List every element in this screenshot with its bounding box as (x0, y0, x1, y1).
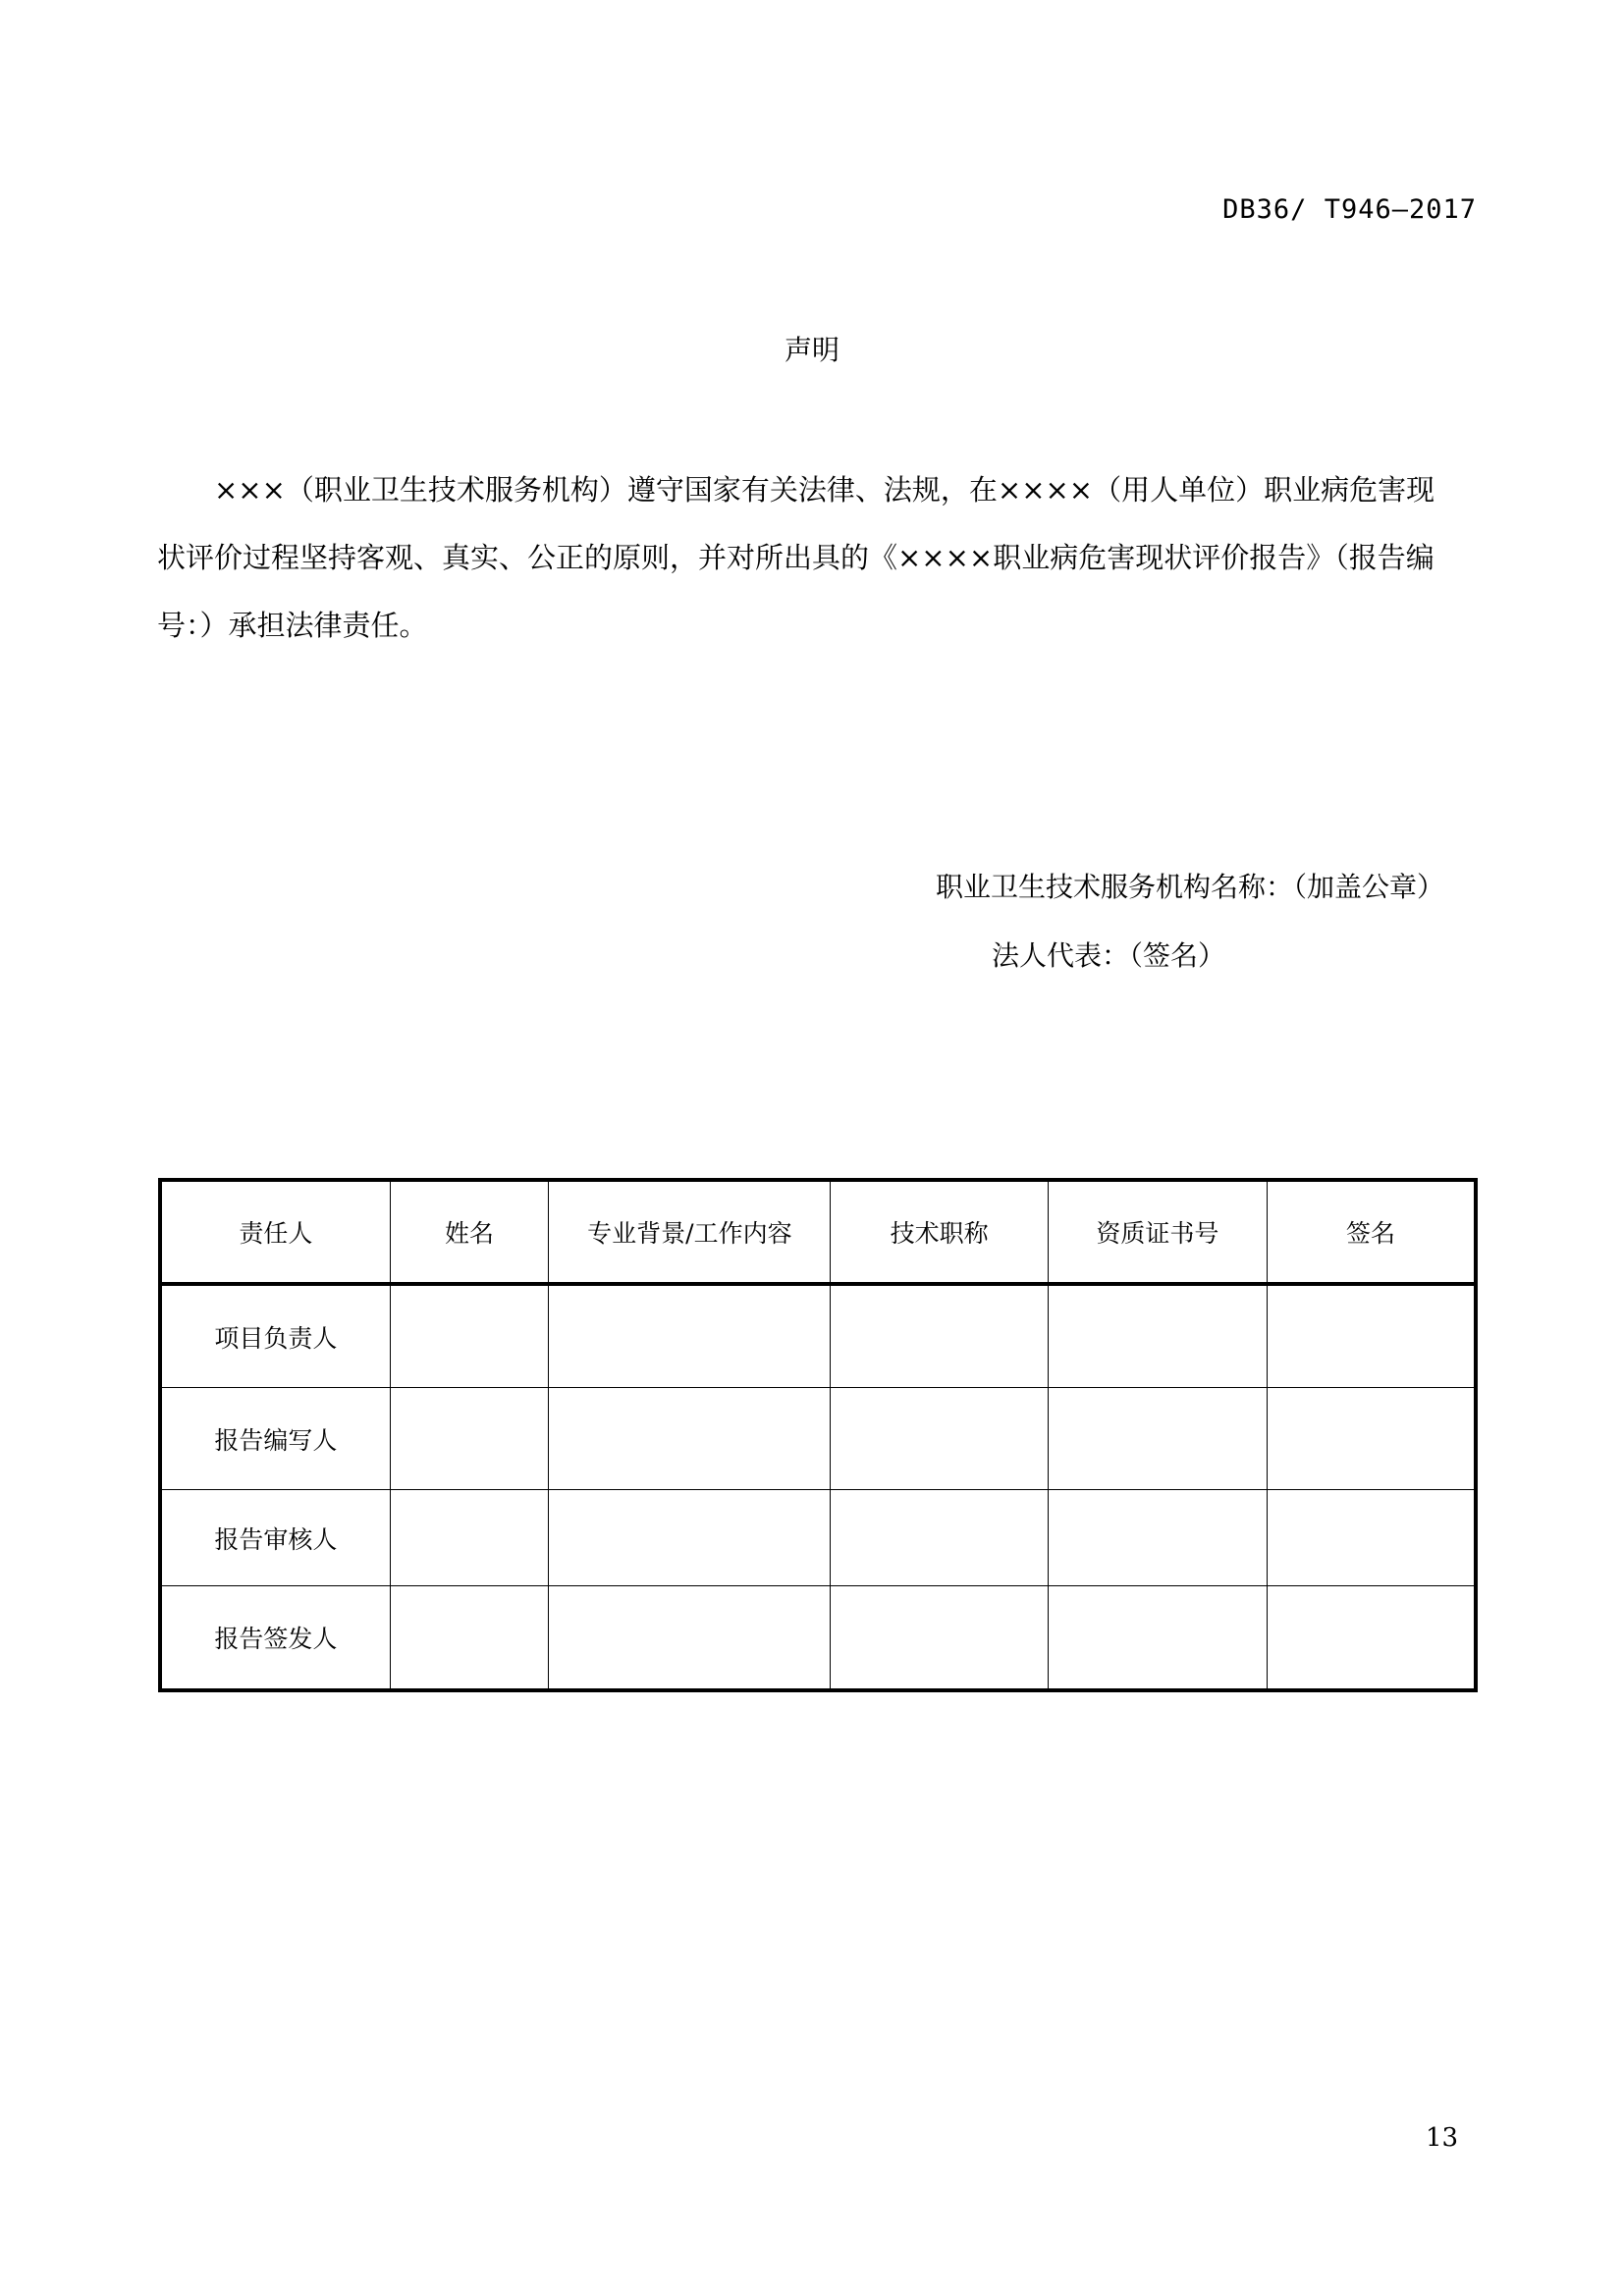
statement-line: 号：）承担法律责任。 (157, 609, 428, 642)
header-cell-certificate: 资质证书号 (1048, 1180, 1267, 1284)
name-cell[interactable] (390, 1586, 549, 1691)
organization-signature-label: 职业卫生技术服务机构名称：（加盖公章） (936, 871, 1445, 903)
signature-cell[interactable] (1268, 1388, 1476, 1490)
role-cell: 报告签发人 (160, 1586, 390, 1691)
certificate-cell[interactable] (1048, 1490, 1267, 1586)
certificate-cell[interactable] (1048, 1284, 1267, 1388)
statement-line: 状评价过程坚持客观、真实、公正的原则，并对所出具的《××××职业病危害现状评价报告》（报告编 (157, 541, 1435, 574)
header-cell-responsible: 责任人 (160, 1180, 390, 1284)
responsibility-table (158, 1178, 1478, 1692)
title-cell[interactable] (831, 1586, 1048, 1691)
page-number: 13 (1426, 2123, 1459, 2153)
certificate-cell[interactable] (1048, 1586, 1267, 1691)
name-cell[interactable] (390, 1490, 549, 1586)
name-cell[interactable] (390, 1284, 549, 1388)
header-cell-name: 姓名 (390, 1180, 549, 1284)
statement-paragraph (157, 456, 1478, 660)
table-row (160, 1586, 1476, 1691)
table-header-row (160, 1180, 1476, 1284)
document-code: DB36/ T946—2017 (1222, 194, 1477, 225)
role-cell: 报告编写人 (160, 1388, 390, 1490)
background-cell[interactable] (549, 1490, 831, 1586)
header-cell-title: 技术职称 (831, 1180, 1048, 1284)
page-title: 声明 (784, 334, 839, 366)
signature-cell[interactable] (1268, 1284, 1476, 1388)
header-cell-signature: 签名 (1268, 1180, 1476, 1284)
background-cell[interactable] (549, 1586, 831, 1691)
name-cell[interactable] (390, 1388, 549, 1490)
table-row (160, 1490, 1476, 1586)
role-cell: 报告审核人 (160, 1490, 390, 1586)
table-row (160, 1388, 1476, 1490)
legal-representative-label: 法人代表：（签名） (992, 939, 1226, 972)
role-cell: 项目负责人 (160, 1284, 390, 1388)
certificate-cell[interactable] (1048, 1388, 1267, 1490)
statement-line: ×××（职业卫生技术服务机构）遵守国家有关法律、法规，在××××（用人单位）职业病危害现 (157, 473, 1435, 507)
signature-cell[interactable] (1268, 1490, 1476, 1586)
title-cell[interactable] (831, 1284, 1048, 1388)
signature-cell[interactable] (1268, 1586, 1476, 1691)
title-cell[interactable] (831, 1388, 1048, 1490)
background-cell[interactable] (549, 1388, 831, 1490)
title-cell[interactable] (831, 1490, 1048, 1586)
header-cell-background: 专业背景/工作内容 (549, 1180, 831, 1284)
table-row (160, 1284, 1476, 1388)
background-cell[interactable] (549, 1284, 831, 1388)
